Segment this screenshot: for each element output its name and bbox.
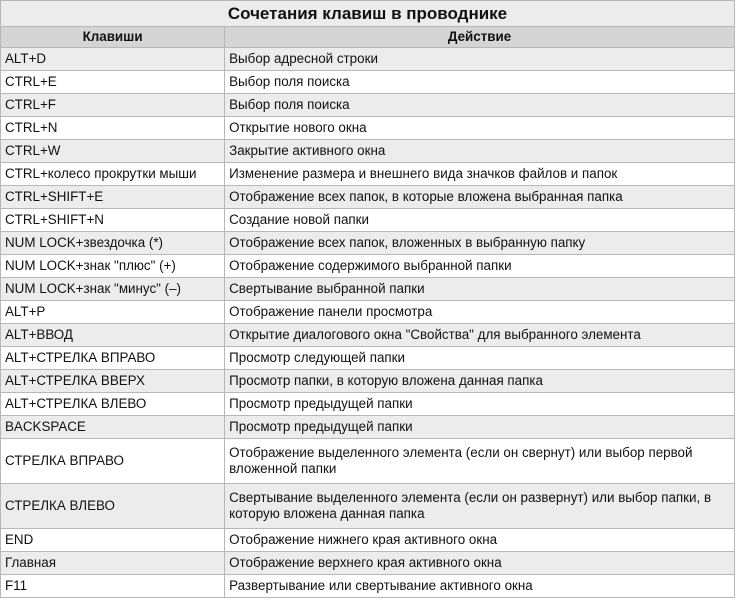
shortcut-action-cell: Отображение выделенного элемента (если он свернут) или выбор первой вложенной папки (225, 439, 735, 484)
shortcut-key-cell: CTRL+W (1, 140, 225, 163)
table-row (1, 186, 735, 209)
shortcut-key-cell: CTRL+колесо прокрутки мыши (1, 163, 225, 186)
table-row (1, 370, 735, 393)
shortcut-key-cell: NUM LOCK+звездочка (*) (1, 232, 225, 255)
table-row (1, 71, 735, 94)
column-header-action: Действие (225, 27, 735, 48)
shortcut-action-cell: Отображение верхнего края активного окна (225, 552, 735, 575)
table-row (1, 140, 735, 163)
shortcut-action-cell: Просмотр предыдущей папки (225, 416, 735, 439)
shortcut-key-cell: ALT+P (1, 301, 225, 324)
table-row (1, 552, 735, 575)
table-row (1, 575, 735, 598)
shortcut-key-cell: CTRL+N (1, 117, 225, 140)
shortcut-action-cell: Изменение размера и внешнего вида значков файлов и папок (225, 163, 735, 186)
shortcut-action-cell: Отображение содержимого выбранной папки (225, 255, 735, 278)
table-row (1, 94, 735, 117)
table-row (1, 209, 735, 232)
table-body (1, 48, 735, 598)
table-row (1, 48, 735, 71)
shortcut-action-cell: Закрытие активного окна (225, 140, 735, 163)
shortcut-action-cell: Выбор поля поиска (225, 94, 735, 117)
table-row (1, 347, 735, 370)
shortcut-action-cell: Развертывание или свертывание активного окна (225, 575, 735, 598)
shortcut-action-cell: Отображение нижнего края активного окна (225, 529, 735, 552)
table-title: Сочетания клавиш в проводнике (1, 1, 735, 27)
table-header-row (1, 27, 735, 48)
shortcut-key-cell: СТРЕЛКА ВЛЕВО (1, 484, 225, 529)
shortcut-key-cell: CTRL+SHIFT+E (1, 186, 225, 209)
shortcut-key-cell: ALT+СТРЕЛКА ВЛЕВО (1, 393, 225, 416)
shortcut-key-cell: Главная (1, 552, 225, 575)
shortcut-key-cell: NUM LOCK+знак "плюс" (+) (1, 255, 225, 278)
shortcut-action-cell: Создание новой папки (225, 209, 735, 232)
table-row (1, 439, 735, 484)
shortcut-key-cell: CTRL+SHIFT+N (1, 209, 225, 232)
shortcut-key-cell: СТРЕЛКА ВПРАВО (1, 439, 225, 484)
shortcut-action-cell: Отображение всех папок, в которые вложена выбранная папка (225, 186, 735, 209)
shortcut-key-cell: NUM LOCK+знак "минус" (–) (1, 278, 225, 301)
table-row (1, 301, 735, 324)
shortcut-action-cell: Отображение всех папок, вложенных в выбранную папку (225, 232, 735, 255)
shortcut-action-cell: Просмотр папки, в которую вложена данная папка (225, 370, 735, 393)
table-row (1, 484, 735, 529)
shortcut-key-cell: END (1, 529, 225, 552)
shortcut-key-cell: ALT+СТРЕЛКА ВВЕРХ (1, 370, 225, 393)
table-row (1, 529, 735, 552)
table-row (1, 324, 735, 347)
shortcut-action-cell: Просмотр следующей папки (225, 347, 735, 370)
shortcut-action-cell: Свертывание выделенного элемента (если он развернут) или выбор папки, в которую вложена данная папка (225, 484, 735, 529)
table-row (1, 232, 735, 255)
shortcut-key-cell: ALT+СТРЕЛКА ВПРАВО (1, 347, 225, 370)
shortcut-action-cell: Свертывание выбранной папки (225, 278, 735, 301)
shortcut-action-cell: Отображение панели просмотра (225, 301, 735, 324)
shortcut-action-cell: Открытие нового окна (225, 117, 735, 140)
shortcut-key-cell: CTRL+E (1, 71, 225, 94)
shortcut-key-cell: CTRL+F (1, 94, 225, 117)
table-row (1, 163, 735, 186)
shortcut-action-cell: Выбор адресной строки (225, 48, 735, 71)
table-row (1, 278, 735, 301)
table-row (1, 255, 735, 278)
column-header-keys: Клавиши (1, 27, 225, 48)
shortcut-key-cell: BACKSPACE (1, 416, 225, 439)
table-row (1, 393, 735, 416)
table-title-row (1, 1, 735, 27)
shortcut-key-cell: F11 (1, 575, 225, 598)
shortcut-action-cell: Выбор поля поиска (225, 71, 735, 94)
shortcut-action-cell: Просмотр предыдущей папки (225, 393, 735, 416)
shortcut-key-cell: ALT+ВВОД (1, 324, 225, 347)
table-row (1, 416, 735, 439)
shortcut-action-cell: Открытие диалогового окна "Свойства" для выбранного элемента (225, 324, 735, 347)
shortcut-key-cell: ALT+D (1, 48, 225, 71)
table-row (1, 117, 735, 140)
